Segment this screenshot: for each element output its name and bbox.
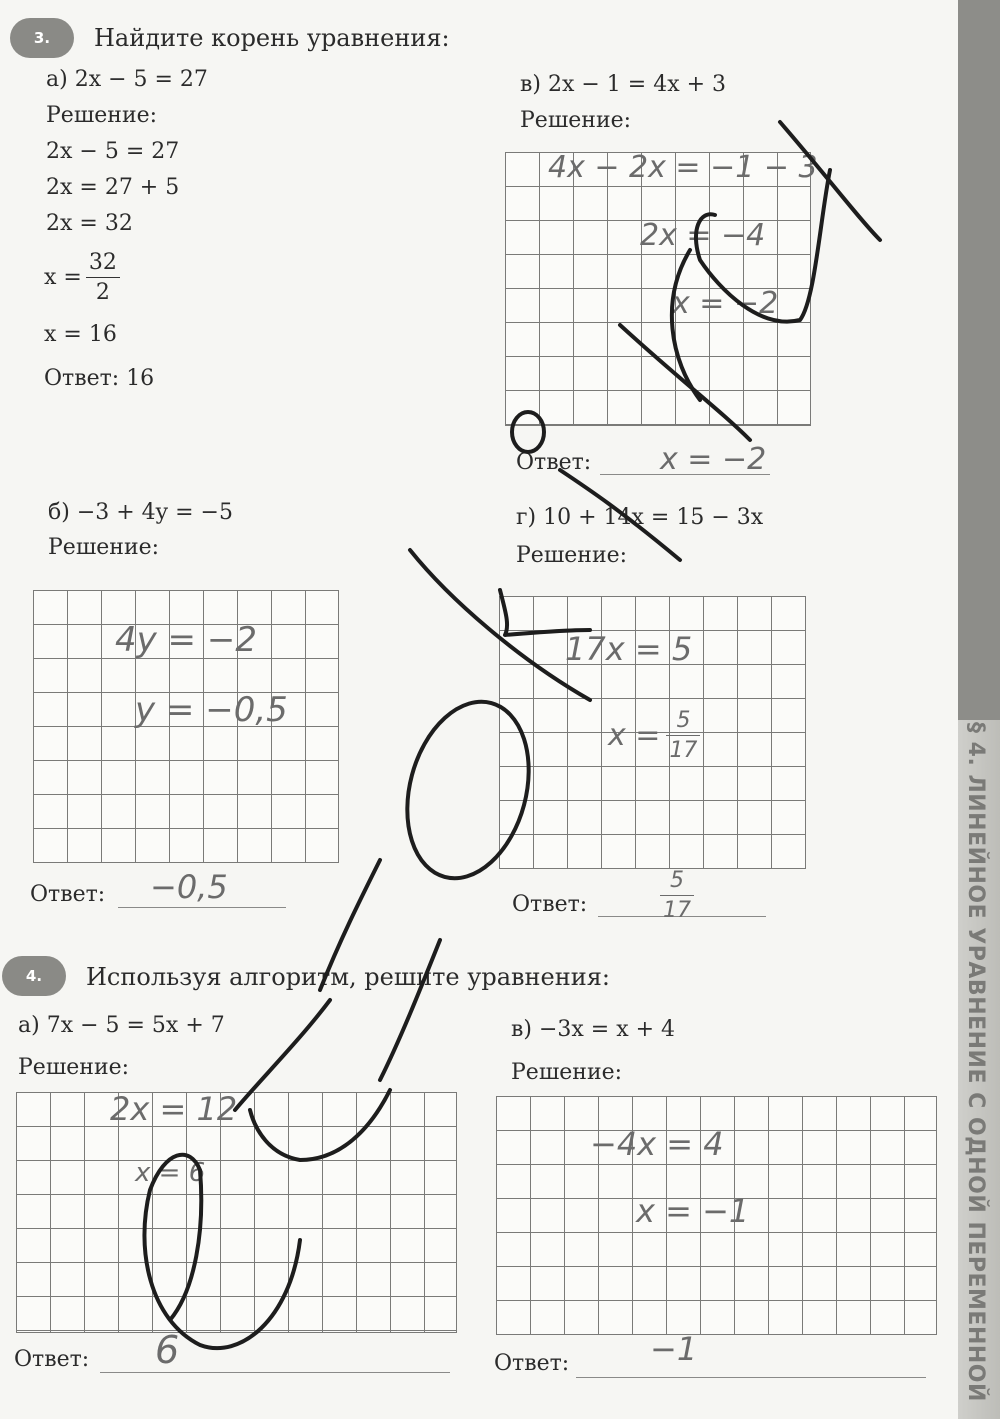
- task-3g-solution-label: Решение:: [516, 543, 628, 568]
- task-4-title: Используя алгоритм, решите уравнения:: [86, 963, 610, 991]
- scribble-long-diagonal: [620, 325, 750, 440]
- scribble-k-1: [410, 550, 590, 700]
- task-4-badge: 4.: [2, 956, 66, 996]
- task-3-badge: 3.: [10, 18, 74, 58]
- scribble-k-2: [500, 590, 590, 635]
- task-4v-answer-label: Ответ:: [494, 1351, 570, 1376]
- scribble-dash: [560, 470, 680, 560]
- task-4a-equation: а) 7x − 5 = 5x + 7: [18, 1013, 225, 1038]
- task-3a-answer: Ответ: 16: [44, 366, 155, 391]
- task-3g-hw-prefix: x =: [608, 718, 661, 753]
- task-3a-equation: а) 2x − 5 = 27: [46, 67, 208, 92]
- task-4v-hw-line-2: x = −1: [636, 1192, 750, 1230]
- task-3v-hw-line-2: 2x = −4: [640, 218, 766, 253]
- scribble-small-o: [512, 412, 544, 452]
- task-3a-solution-label: Решение:: [46, 103, 158, 128]
- task-3g-answer-label: Ответ:: [512, 892, 588, 917]
- task-3a-frac-num: 32: [88, 250, 117, 275]
- task-4a-hw-line-1: 2x = 12: [110, 1090, 238, 1128]
- task-4v-solution-label: Решение:: [511, 1060, 623, 1085]
- task-4a-solution-label: Решение:: [18, 1055, 130, 1080]
- task-3b-hw-line-1: 4y = −2: [115, 620, 257, 660]
- task-3b-answer-label: Ответ:: [30, 882, 106, 907]
- task-3v-hw-line-3: x = −2: [672, 286, 779, 321]
- section-side-label: § 4. ЛИНЕЙНОЕ УРАВНЕНИЕ С ОДНОЙ ПЕРЕМЕННОЙ: [963, 722, 988, 1402]
- scribble-curve: [672, 250, 700, 400]
- scribble-hook-stroke: [696, 170, 830, 322]
- scribble-big-o: [389, 688, 548, 892]
- task-3a-frac-den: 2: [95, 280, 110, 305]
- scribble-n-2: [250, 1090, 390, 1160]
- scribble-n-1: [235, 1000, 330, 1110]
- task-3a-frac-prefix: x =: [44, 265, 82, 290]
- task-3v-solution-label: Решение:: [520, 108, 632, 133]
- task-4v-equation: в) −3x = x + 4: [511, 1017, 676, 1042]
- task-4a-hw-line-2: x = 6: [135, 1158, 206, 1188]
- task-3-title: Найдите корень уравнения:: [94, 24, 450, 52]
- task-3g-equation: г) 10 + 14x = 15 − 3x: [516, 505, 764, 530]
- task-3g-hw-frac-num: 5: [676, 708, 691, 733]
- task-3b-hw-answer: −0,5: [150, 868, 228, 906]
- scribble-l-2: [380, 940, 440, 1080]
- scribble-o-bottom: [144, 1155, 300, 1348]
- task-3a-step-3: 2x = 32: [46, 211, 133, 236]
- task-3g-hw-answer-den: 17: [663, 898, 691, 923]
- task-3a-step-1: 2x − 5 = 27: [46, 139, 180, 164]
- task-4a-answer-label: Ответ:: [14, 1347, 90, 1372]
- task-3v-equation: в) 2x − 1 = 4x + 3: [520, 72, 727, 97]
- task-3a-step-2: 2x = 27 + 5: [46, 175, 180, 200]
- task-4v-hw-line-1: −4x = 4: [590, 1125, 724, 1163]
- scribble-l-1: [320, 860, 380, 990]
- task-3a-result: x = 16: [44, 322, 117, 347]
- task-3b-hw-line-2: y = −0,5: [135, 690, 288, 730]
- task-3v-answer-label: Ответ:: [516, 450, 592, 475]
- task-3g-hw-line-1: 17x = 5: [565, 630, 693, 668]
- task-3v-hw-answer: x = −2: [660, 442, 767, 477]
- task-4v-hw-answer: −1: [650, 1330, 698, 1368]
- task-3v-hw-line-1: 4x − 2x = −1 − 3: [548, 150, 818, 185]
- task-3g-hw-answer-num: 5: [670, 868, 684, 893]
- task-3b-solution-label: Решение:: [48, 535, 160, 560]
- task-4a-hw-answer: 6: [155, 1328, 180, 1372]
- task-3g-hw-frac-den: 17: [669, 738, 698, 763]
- task-3b-equation: б) −3 + 4y = −5: [48, 500, 233, 525]
